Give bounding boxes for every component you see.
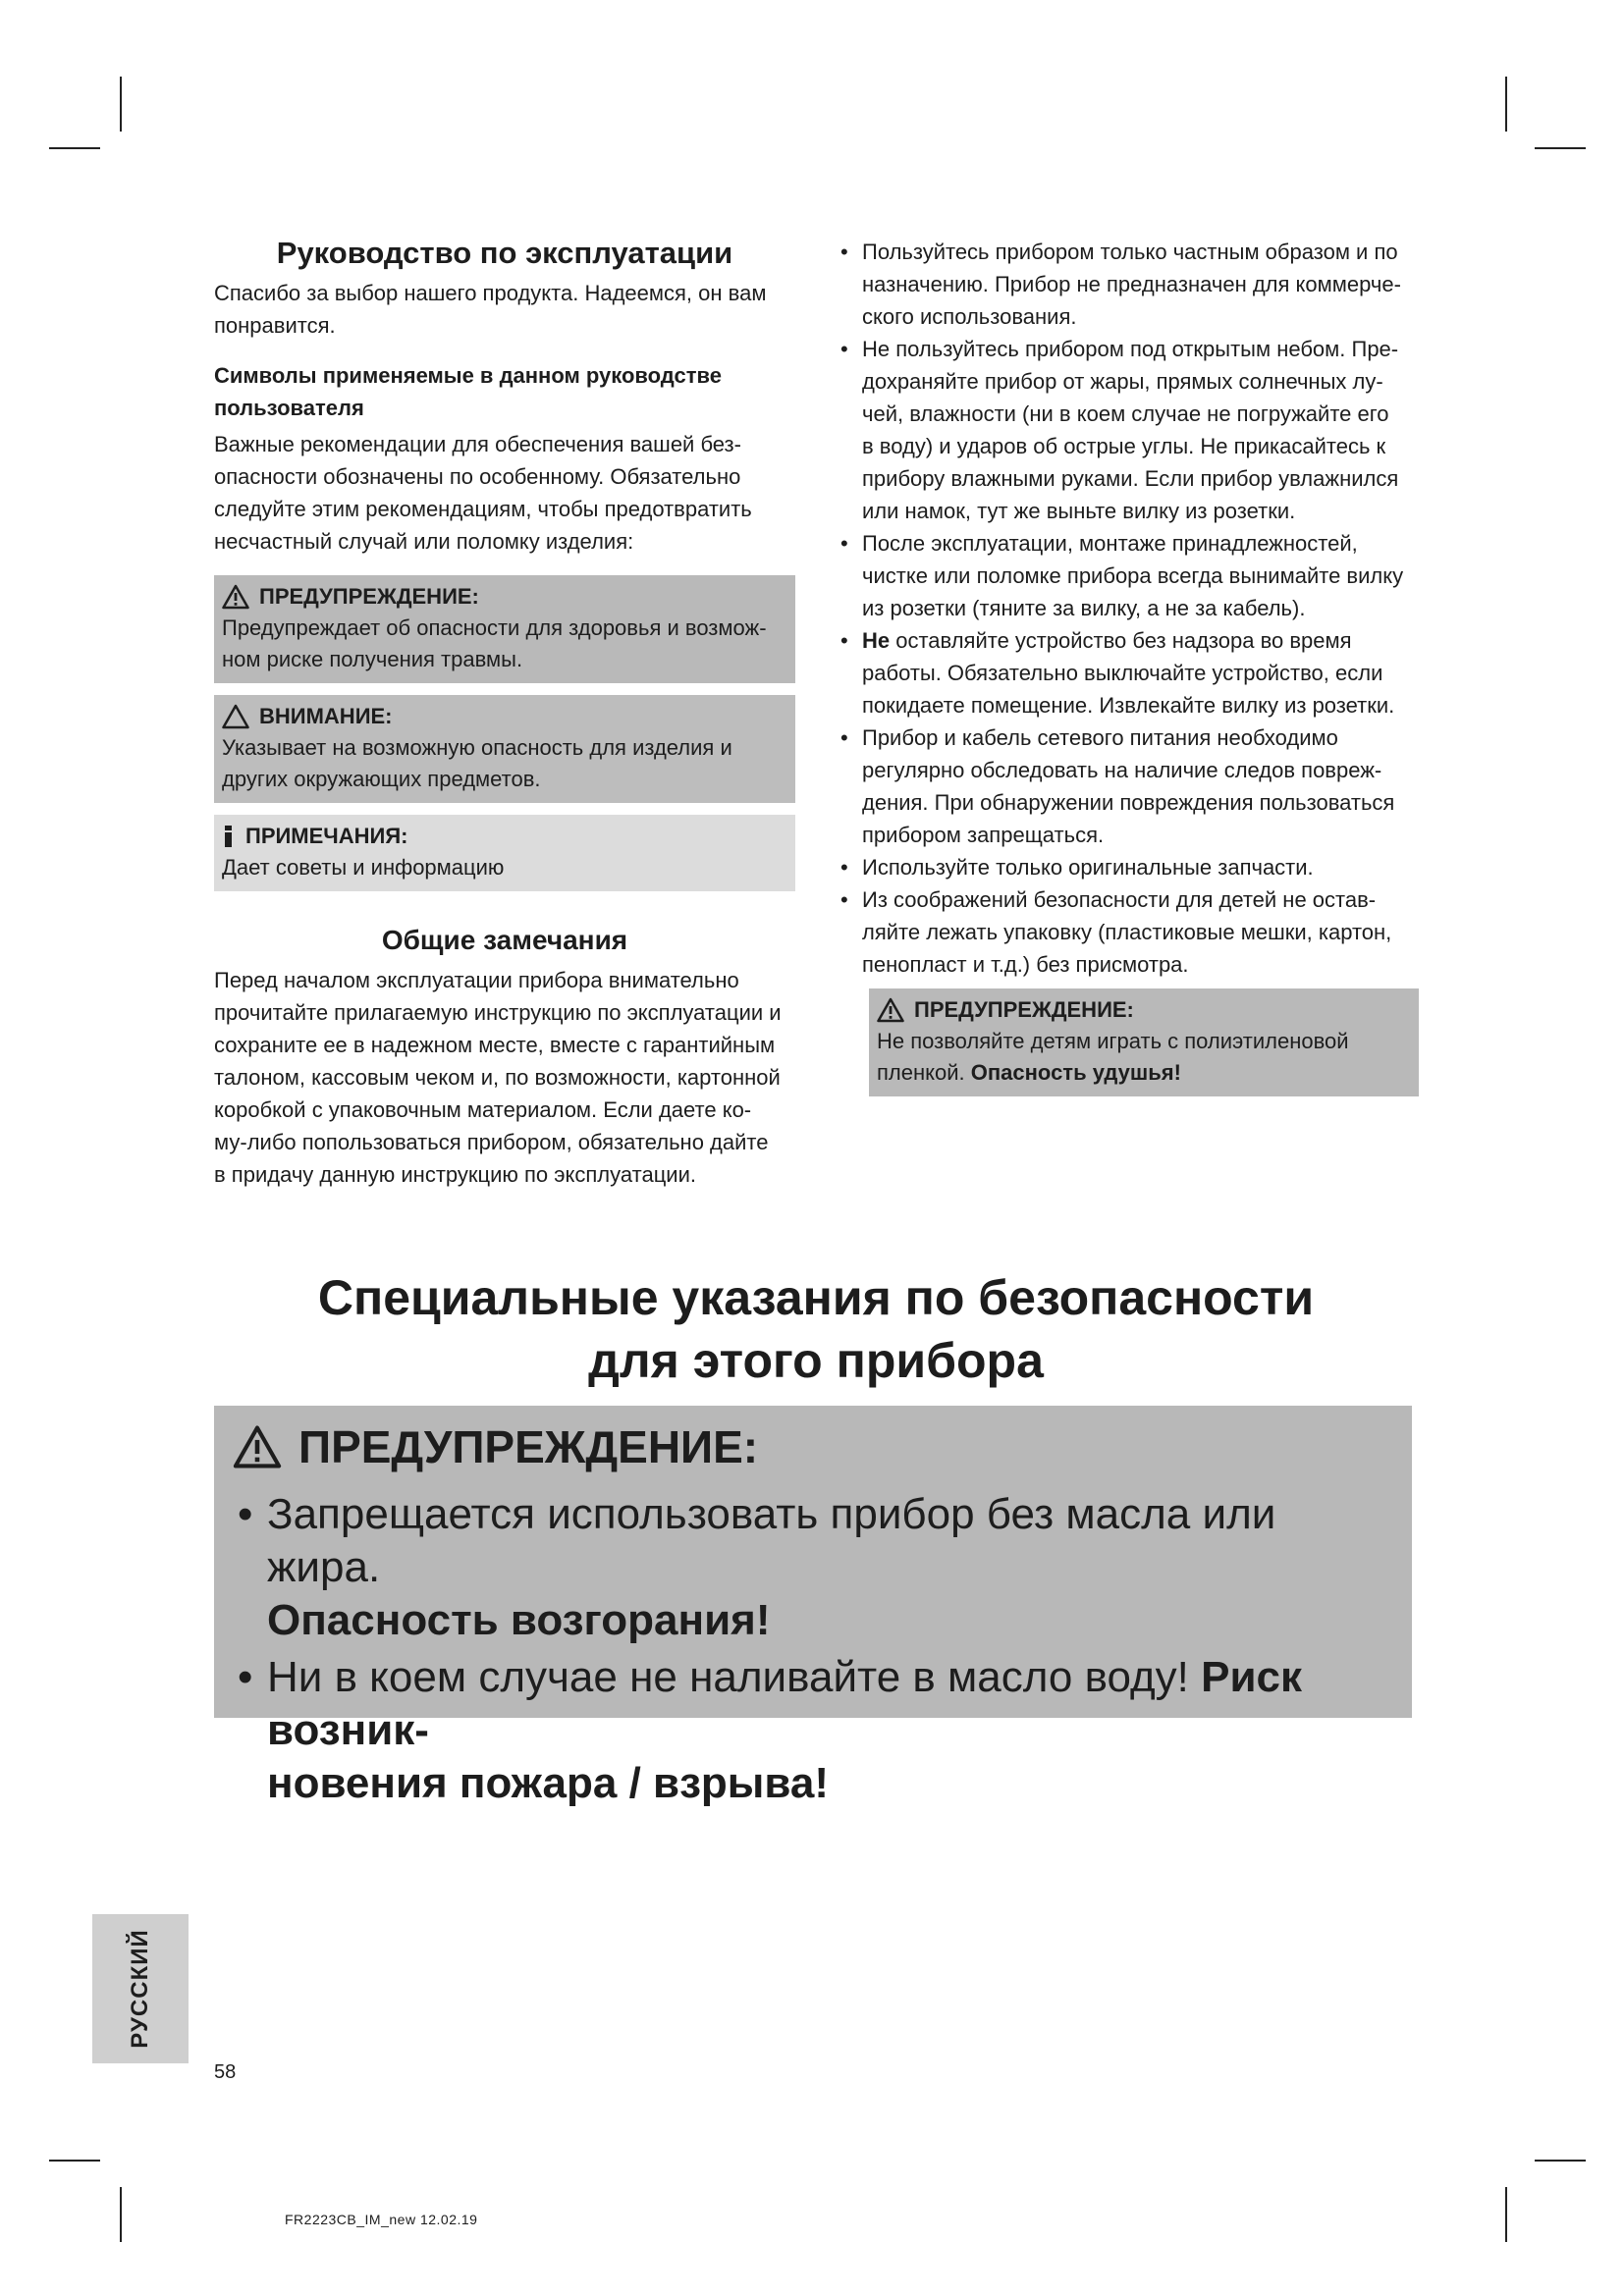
warning-label: ПРЕДУПРЕЖДЕНИЕ: — [259, 584, 479, 609]
language-tab: РУССКИЙ — [92, 1914, 189, 2063]
list-item: • Из соображений безопасности для детей не остав- ляйте лежать упаковку (пластиковые мешки, картон, пенопласт и т.д.) без присмотра. — [838, 883, 1419, 981]
note-text: Дает советы и информацию — [222, 855, 505, 880]
packaging-warning-text: Не позволяйте детям играть с полиэтиленовой пленкой. Опасность удушья! — [877, 1029, 1349, 1085]
list-item: • Не оставляйте устройство без надзора во время работы. Обязательно выключайте устройство, если покидаете помещение. Извлекайте вилку из розетки. — [838, 624, 1419, 721]
info-icon — [222, 824, 236, 849]
caution-text: Указывает на возможную опасность для изделия и других окружающих предметов. — [222, 735, 732, 791]
special-warning-box — [214, 1406, 1412, 1807]
list-item: • Не пользуйтесь прибором под открытым небом. Пре- дохраняйте прибор от жары, прямых солнечных лу- чей, влажности (ни в коем случае не погружайте его в воду) и ударов об острые углы. Не прикасайтесь к прибору влажными руками. Если прибор увлажнился или намок, тут же выньте вилку из розетки. — [838, 333, 1419, 527]
crop-mark — [1535, 147, 1586, 149]
general-remarks-text: Перед началом эксплуатации прибора внимательно прочитайте прилагаемую инструкцию по эксплуатации и сохраните ее в надежном месте, вместе с гарантийным талоном, кассовым чеком и, по возможности, картонной коробкой с упаковочным материалом. Если даете ко- му-либо попользоваться прибором, обязательно дайте в придачу данную инструкцию по эксплуатации. — [214, 968, 782, 1187]
list-item: • После эксплуатации, монтаже принадлежностей, чистке или поломке прибора всегда вынимайте вилку из розетки (тяните за вилку, а не за кабель). — [838, 527, 1419, 624]
right-column — [838, 236, 1419, 1096]
warning-triangle-icon — [877, 997, 904, 1023]
warning-label: ПРЕДУПРЕЖДЕНИЕ: — [914, 997, 1134, 1022]
list-item: • Используйте только оригинальные запчасти. — [838, 851, 1419, 883]
safety-list — [838, 236, 1419, 981]
caution-label: ВНИМАНИЕ: — [259, 704, 393, 728]
list-item: • Запрещается использовать прибор без масла или жира. Опасность возгорания! — [224, 1488, 1396, 1647]
symbols-intro: Важные рекомендации для обеспечения вашей без- опасности обозначены по особенному. Обязательно следуйте этим рекомендациям, чтобы предотвратить несчастный случай или поломку изделия: — [214, 432, 752, 554]
note-box — [214, 815, 795, 891]
warning-triangle-icon — [232, 1424, 283, 1469]
special-warning-list — [224, 1488, 1396, 1814]
caution-box — [214, 695, 795, 803]
note-label: ПРИМЕЧАНИЯ: — [245, 824, 408, 848]
list-item: • Ни в коем случае не наливайте в масло воду! Риск возник- новения пожара / взрыва! — [224, 1651, 1396, 1810]
manual-title: Руководство по эксплуатации — [276, 236, 733, 270]
warning-triangle-icon — [222, 584, 249, 610]
caution-triangle-icon — [222, 704, 249, 729]
crop-mark — [49, 2160, 100, 2162]
thanks-paragraph: Спасибо за выбор нашего продукта. Надеемся, он вам понравится. — [214, 281, 767, 338]
print-footer: FR2223CB_IM_new 12.02.19 — [285, 2212, 478, 2227]
page-number: 58 — [214, 2061, 237, 2083]
special-safety-title: Специальные указания по безопасности для этого прибора — [317, 1270, 1315, 1388]
crop-mark — [49, 147, 100, 149]
crop-mark — [1505, 77, 1507, 132]
packaging-warning-box — [869, 988, 1419, 1096]
list-item: • Пользуйтесь прибором только частным образом и по назначению. Прибор не предназначен для коммерче- ского использования. — [838, 236, 1419, 333]
special-warning-label: ПРЕДУПРЕЖДЕНИЕ: — [298, 1421, 759, 1472]
crop-mark — [1535, 2160, 1586, 2162]
general-remarks-title: Общие замечания — [381, 925, 628, 955]
warning-text: Предупреждает об опасности для здоровья и возмож- ном риске получения травмы. — [222, 615, 767, 671]
crop-mark — [120, 2187, 122, 2242]
crop-mark — [120, 77, 122, 132]
symbols-heading: Символы применяемые в данном руководстве пользователя — [214, 363, 722, 420]
crop-mark — [1505, 2187, 1507, 2242]
warning-box — [214, 575, 795, 683]
list-item: • Прибор и кабель сетевого питания необходимо регулярно обследовать на наличие следов повреж- дения. При обнаружении повреждения пользоваться прибором запрещаться. — [838, 721, 1419, 851]
left-column — [214, 236, 795, 1191]
